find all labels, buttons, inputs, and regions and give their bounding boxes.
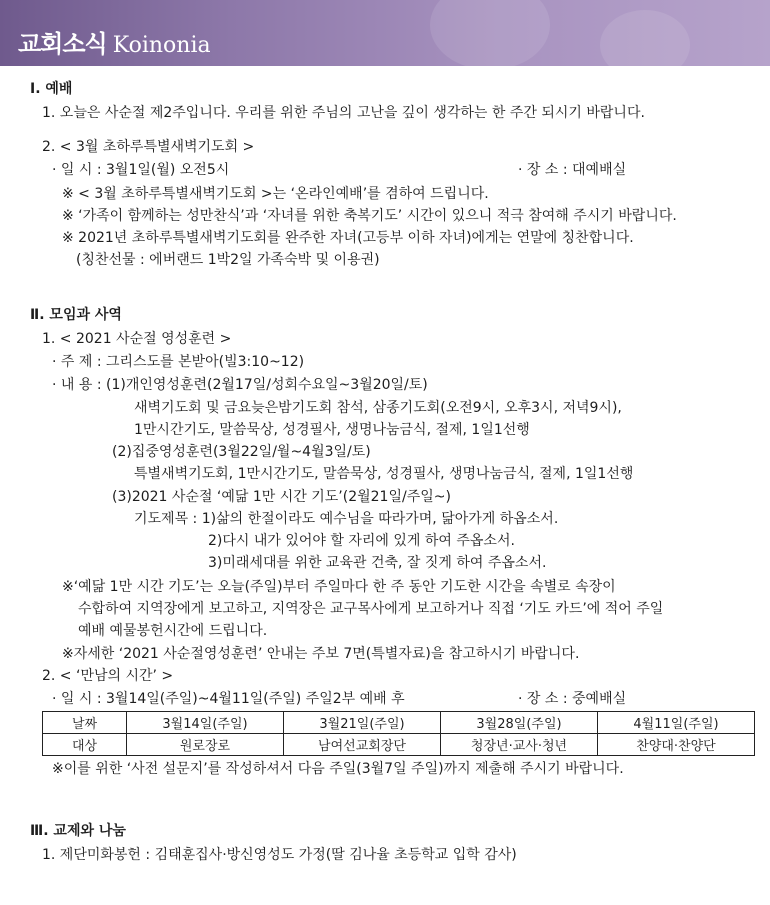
- worship-item-2: 2. < 3월 초하루특별새벽기도회 >: [42, 139, 255, 155]
- banner-decoration: [600, 10, 690, 80]
- table-cell: 남여선교회장단: [284, 734, 441, 756]
- worship-note: ※ < 3월 초하루특별새벽기도회 >는 ‘온라인예배’를 겸하여 드립니다.: [62, 186, 489, 202]
- table-cell: 청장년·교사·청년: [441, 734, 598, 756]
- banner-decoration: [430, 0, 550, 70]
- training-note: ※자세한 ‘2021 사순절영성훈련’ 안내는 주보 7면(특별자료)을 참고하시기 바랍니다.: [62, 646, 580, 662]
- training-item-1: 1. < 2021 사순절 영성훈련 >: [42, 331, 232, 347]
- fellowship-item-1: 1. 제단미화봉헌 : 김태훈집사·방신영성도 가정(딸 김나율 초등학교 입학 감사): [42, 847, 517, 863]
- training-content: · 내 용 : (1)개인영성훈련(2월17일/성회수요일~3월20일/토): [52, 377, 428, 393]
- table-cell: 대상: [43, 734, 127, 756]
- section-2-heading: Ⅱ. 모임과 사역: [30, 307, 122, 323]
- table-cell: 3월28일(주일): [441, 712, 598, 734]
- meeting-schedule-table: [42, 711, 755, 756]
- section-3-heading: Ⅲ. 교제와 나눔: [30, 823, 126, 839]
- worship-place: · 장 소 : 대예배실: [518, 162, 627, 178]
- table-cell: 날짜: [43, 712, 127, 734]
- table-cell: 원로장로: [127, 734, 284, 756]
- table-cell: 3월14일(주일): [127, 712, 284, 734]
- section-1-heading: Ⅰ. 예배: [30, 81, 73, 97]
- training-note: 수합하여 지역장에게 보고하고, 지역장은 교구목사에게 보고하거나 직접 ‘기도 카드’에 적어 주일: [78, 601, 664, 617]
- worship-note: (칭찬선물 : 에버랜드 1박2일 가족숙박 및 이용권): [76, 252, 380, 268]
- meeting-date: · 일 시 : 3월14일(주일)~4월11일(주일) 주일2부 예배 후: [52, 691, 405, 707]
- prayer-topic: 기도제목 : 1)삶의 한절이라도 예수님을 따라가며, 닮아가게 하옵소서.: [134, 511, 559, 527]
- worship-note: ※ 2021년 초하루특별새벽기도회를 완주한 자녀(고등부 이하 자녀)에게는 연말에 칭찬합니다.: [62, 230, 634, 246]
- table-cell: 3월21일(주일): [284, 712, 441, 734]
- table-row: [43, 712, 755, 734]
- table-cell: 찬양대·찬양단: [598, 734, 755, 756]
- training-sub: (2)집중영성훈련(3월22일/월~4월3일/토): [112, 444, 371, 460]
- worship-item-1: 1. 오늘은 사순절 제2주입니다. 우리를 위한 주님의 고난을 깊이 생각하는 한 주간 되시기 바랍니다.: [42, 105, 645, 121]
- prayer-topic: 3)미래세대를 위한 교육관 건축, 잘 짓게 하여 주옵소서.: [208, 555, 547, 571]
- prayer-topic: 2)다시 내가 있어야 할 자리에 있게 하여 주옵소서.: [208, 533, 515, 549]
- training-note: 예배 예물봉헌시간에 드립니다.: [78, 623, 268, 639]
- header-banner: [0, 0, 770, 66]
- meeting-note: ※이를 위한 ‘사전 설문지’를 작성하셔서 다음 주일(3월7일 주일)까지 제출해 주시기 바랍니다.: [52, 761, 624, 777]
- title-korean: 교회소식: [18, 30, 107, 58]
- worship-date: · 일 시 : 3월1일(월) 오전5시: [52, 162, 230, 178]
- section-title: [18, 24, 211, 59]
- title-english: Koinonia: [112, 33, 211, 58]
- worship-note: ※ ‘가족이 함께하는 성만찬식’과 ‘자녀를 위한 축복기도’ 시간이 있으니 적극 참여해 주시기 바랍니다.: [62, 208, 677, 224]
- meeting-place: · 장 소 : 중예배실: [518, 691, 627, 707]
- training-detail: 1만시간기도, 말씀묵상, 성경필사, 생명나눔금식, 절제, 1일1선행: [134, 422, 530, 438]
- training-detail: 새벽기도회 및 금요늦은밤기도회 참석, 삼종기도회(오전9시, 오후3시, 저녁9시),: [134, 400, 622, 416]
- table-row: [43, 734, 755, 756]
- meeting-item-2: 2. < ‘만남의 시간’ >: [42, 668, 174, 684]
- training-sub: (3)2021 사순절 ‘예닮 1만 시간 기도’(2월21일/주일~): [112, 489, 451, 505]
- table-cell: 4월11일(주일): [598, 712, 755, 734]
- training-note: ※‘예닮 1만 시간 기도’는 오늘(주일)부터 주일마다 한 주 동안 기도한 시간을 속별로 속장이: [62, 579, 616, 595]
- training-detail: 특별새벽기도회, 1만시간기도, 말씀묵상, 성경필사, 생명나눔금식, 절제, 1일1선행: [134, 466, 634, 482]
- training-theme: · 주 제 : 그리스도를 본받아(빌3:10~12): [52, 354, 305, 370]
